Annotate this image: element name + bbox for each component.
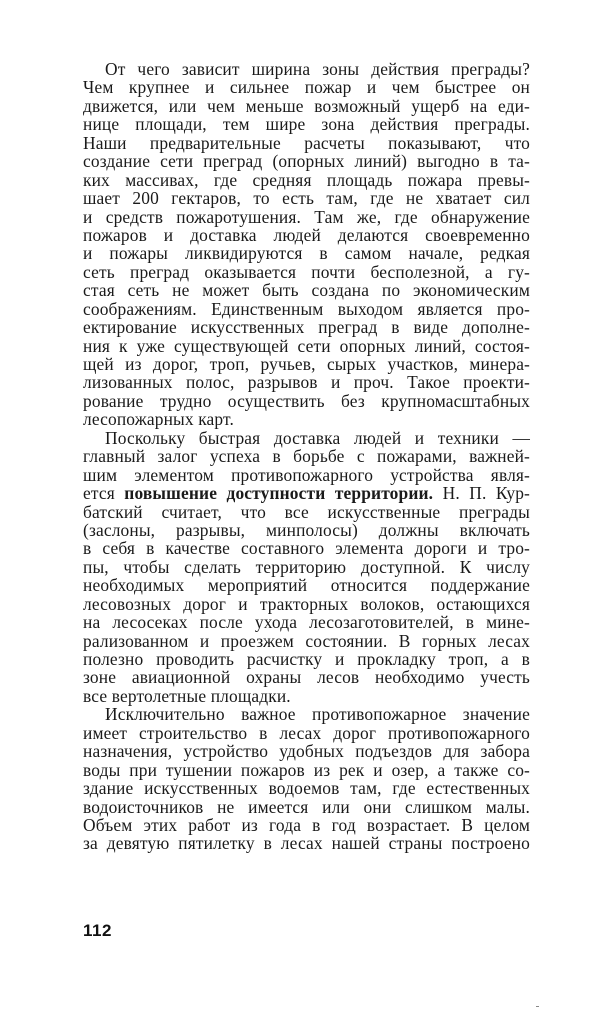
text-line: имеет строительство в лесах дорог противопожарного	[83, 722, 530, 743]
text-line: ния к уже существующей сети опорных линий, состоя-	[83, 335, 530, 356]
text-line: в себя в качестве составного элемента дороги и тро-	[83, 538, 530, 559]
text-line-with-emphasis	[83, 484, 530, 502]
text-line: сеть преград оказывается почти бесполезной, а гу-	[83, 261, 530, 282]
text-line: лесопожарных карт.	[83, 409, 234, 430]
text-line: ектирование искусственных преград в виде дополне-	[83, 317, 530, 338]
text-line: лизованных полос, разрывов и проч. Такое проекти-	[83, 372, 530, 393]
text-line: От чего зависит ширина зоны действия преграды?	[105, 59, 530, 79]
paragraph	[83, 429, 530, 706]
text-line: Объем этих работ из года в год возрастает. В целом	[83, 814, 530, 835]
text-line: Чем крупнее и сильнее пожар и чем быстрее он	[83, 77, 530, 98]
text-line: полезно проводить расчистку и прокладку троп, а в	[83, 649, 530, 669]
text-fragment: Н. П. Кур-	[433, 483, 530, 504]
text-line: щей из дорог, троп, ручьев, сырых участков, минера-	[83, 354, 530, 374]
text-line: нице площади, тем шире зона действия преграды.	[83, 114, 530, 135]
text-line: зоне авиационной охраны лесов необходимо учесть	[83, 667, 530, 688]
text-line: (заслоны, разрывы, минполосы) должны включать	[83, 519, 530, 540]
text-line: за девятую пятилетку в лесах нашей страны построено	[83, 833, 530, 854]
text-line: пы, чтобы сделать территорию доступной. К числу	[83, 556, 530, 577]
text-line: назначения, устройство удобных подъездов для забора	[83, 741, 530, 762]
text-fragment: ется	[83, 483, 125, 504]
text-line: рализованном и проезжем состоянии. В горных лесах	[83, 630, 530, 651]
text-line: воды при тушении пожаров из рек и озер, а также со-	[83, 759, 530, 780]
text-line: лесовозных дорог и тракторных волоков, остающихся	[83, 593, 530, 614]
page-body	[83, 60, 530, 853]
text-line: главный залог успеха в борьбе с пожарами, важней-	[83, 446, 530, 467]
paragraph	[83, 705, 530, 853]
text-line: Наши предварительные расчеты показывают, что	[83, 132, 530, 153]
text-line: Поскольку быстрая доставка людей и техники —	[105, 427, 530, 448]
text-line: шим элементом противопожарного устройства явля-	[83, 464, 530, 485]
page-number: 112	[83, 921, 112, 940]
text-line: движется, или чем меньше возможный ущерб на еди-	[83, 95, 530, 116]
text-line: и пожары ликвидируются в самом начале, редкая	[83, 243, 530, 264]
paragraph	[83, 60, 530, 429]
text-line: соображениям. Единственным выходом является про-	[83, 298, 530, 319]
scan-speck	[536, 1006, 539, 1007]
text-line: рование трудно осуществить без крупномасштабных	[83, 390, 530, 411]
text-line: и средств пожаротушения. Там же, где обнаружение	[83, 206, 530, 227]
text-line: на лесосеках после ухода лесозаготовителей, в мине-	[83, 612, 530, 633]
text-line: необходимых мероприятий относится поддержание	[83, 575, 530, 596]
text-line: стая сеть не может быть создана по экономическим	[83, 280, 530, 301]
text-line: здание искусственных водоемов там, где естественных	[83, 778, 530, 799]
text-line: ких массивах, где средняя площадь пожара превы-	[83, 169, 530, 190]
text-line: водоисточников не имеется или они слишком малы.	[83, 796, 530, 817]
text-line: создание сети преград (опорных линий) выгодно в та-	[83, 151, 530, 172]
text-line: все вертолетные площадки.	[83, 685, 291, 706]
text-line: пожаров и доставка людей делаются своевременно	[83, 224, 530, 245]
emphasis-text: повышение доступности территории.	[124, 483, 434, 504]
text-line: батский считает, что все искусственные преграды	[83, 501, 530, 522]
text-line: шает 200 гектаров, то есть там, где не хватает сил	[83, 188, 530, 209]
text-line: Исключительно важное противопожарное значение	[105, 704, 530, 725]
